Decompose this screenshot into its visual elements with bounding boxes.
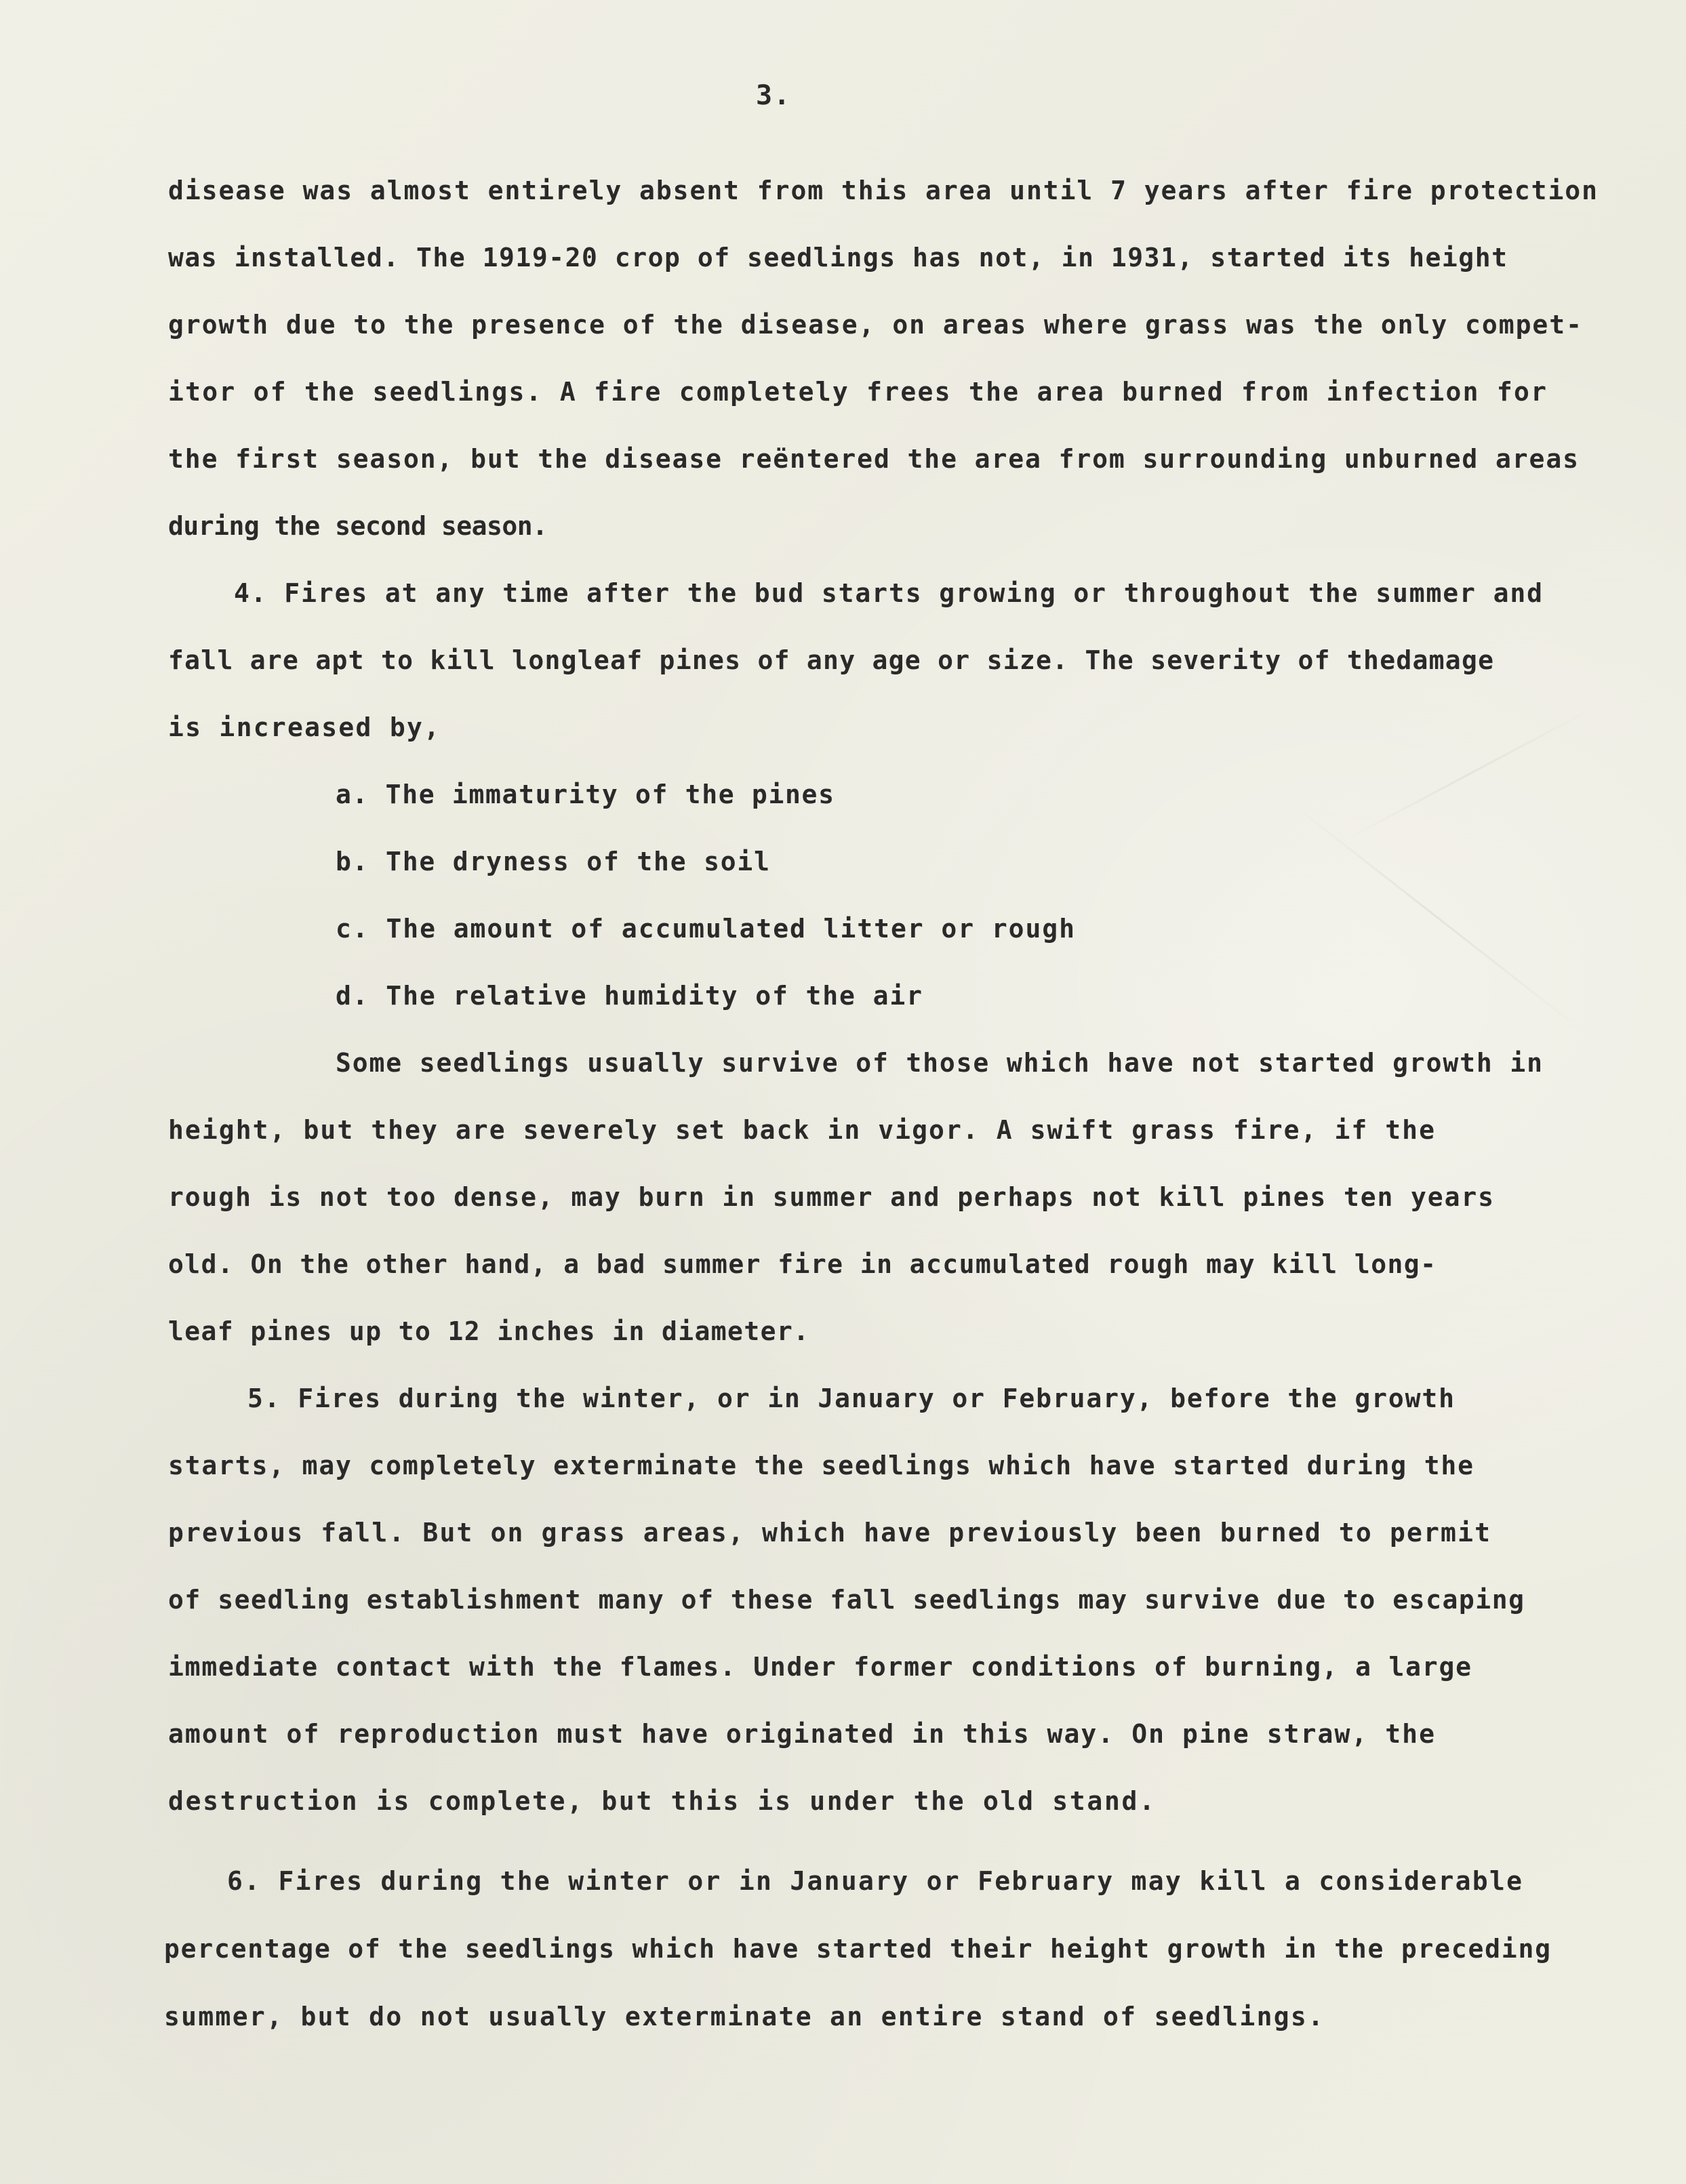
text-line: amount of reproduction must have originated in this way. On pine straw, the — [168, 1719, 1437, 1749]
text-line: starts, may completely exterminate the seedlings which have started during the — [168, 1451, 1474, 1480]
text-line: leaf pines up to 12 inches in diameter. — [168, 1316, 810, 1346]
text-line: height, but they are severely set back in vigor. A swift grass fire, if the — [168, 1115, 1437, 1145]
text-line: destruction is complete, but this is under the old stand. — [168, 1786, 1157, 1816]
list-item: c. The amount of accumulated litter or rough — [336, 914, 1076, 944]
paper-crease — [1287, 800, 1588, 1035]
paper-crease — [1342, 707, 1594, 843]
text-line: old. On the other hand, a bad summer fire in accumulated rough may kill long- — [168, 1249, 1437, 1279]
list-item: a. The immaturity of the pines — [336, 780, 835, 809]
list-item: d. The relative humidity of the air — [336, 981, 923, 1011]
text-line: 6. Fires during the winter or in January or February may kill a considerable — [227, 1866, 1524, 1896]
text-line: immediate contact with the flames. Under former conditions of burning, a large — [168, 1652, 1472, 1682]
text-line: is increased by, — [168, 712, 441, 742]
text-line: during the second season. — [168, 511, 548, 541]
list-item: b. The dryness of the soil — [336, 847, 771, 876]
text-line: was installed. The 1919-20 crop of seedlings has not, in 1931, started its height — [168, 243, 1508, 272]
text-line: percentage of the seedlings which have started their height growth in the preceding — [164, 1934, 1552, 1964]
text-line: of seedling establishment many of these fall seedlings may survive due to escaping — [168, 1585, 1525, 1615]
text-line: 4. Fires at any time after the bud starts growing or throughout the summer and — [234, 578, 1544, 608]
text-line: rough is not too dense, may burn in summer and perhaps not kill pines ten years — [168, 1182, 1495, 1212]
text-line: fall are apt to kill longleaf pines of any age or size. The severity of thedamage — [168, 645, 1495, 675]
text-line: 5. Fires during the winter, or in January or February, before the growth — [247, 1383, 1456, 1413]
text-line: previous fall. But on grass areas, which have previously been burned to permit — [168, 1518, 1492, 1548]
text-line: the first season, but the disease reëntered the area from surrounding unburned areas — [168, 444, 1580, 474]
text-line: itor of the seedlings. A fire completely frees the area burned from infection for — [168, 377, 1548, 407]
text-line: summer, but do not usually exterminate an entire stand of seedlings. — [164, 2002, 1325, 2031]
page-number: 3. — [756, 80, 792, 111]
text-line: disease was almost entirely absent from this area until 7 years after fire protection — [168, 176, 1599, 205]
text-line: Some seedlings usually survive of those which have not started growth in — [336, 1048, 1544, 1078]
text-line: growth due to the presence of the disease, on areas where grass was the only compet- — [168, 310, 1583, 340]
